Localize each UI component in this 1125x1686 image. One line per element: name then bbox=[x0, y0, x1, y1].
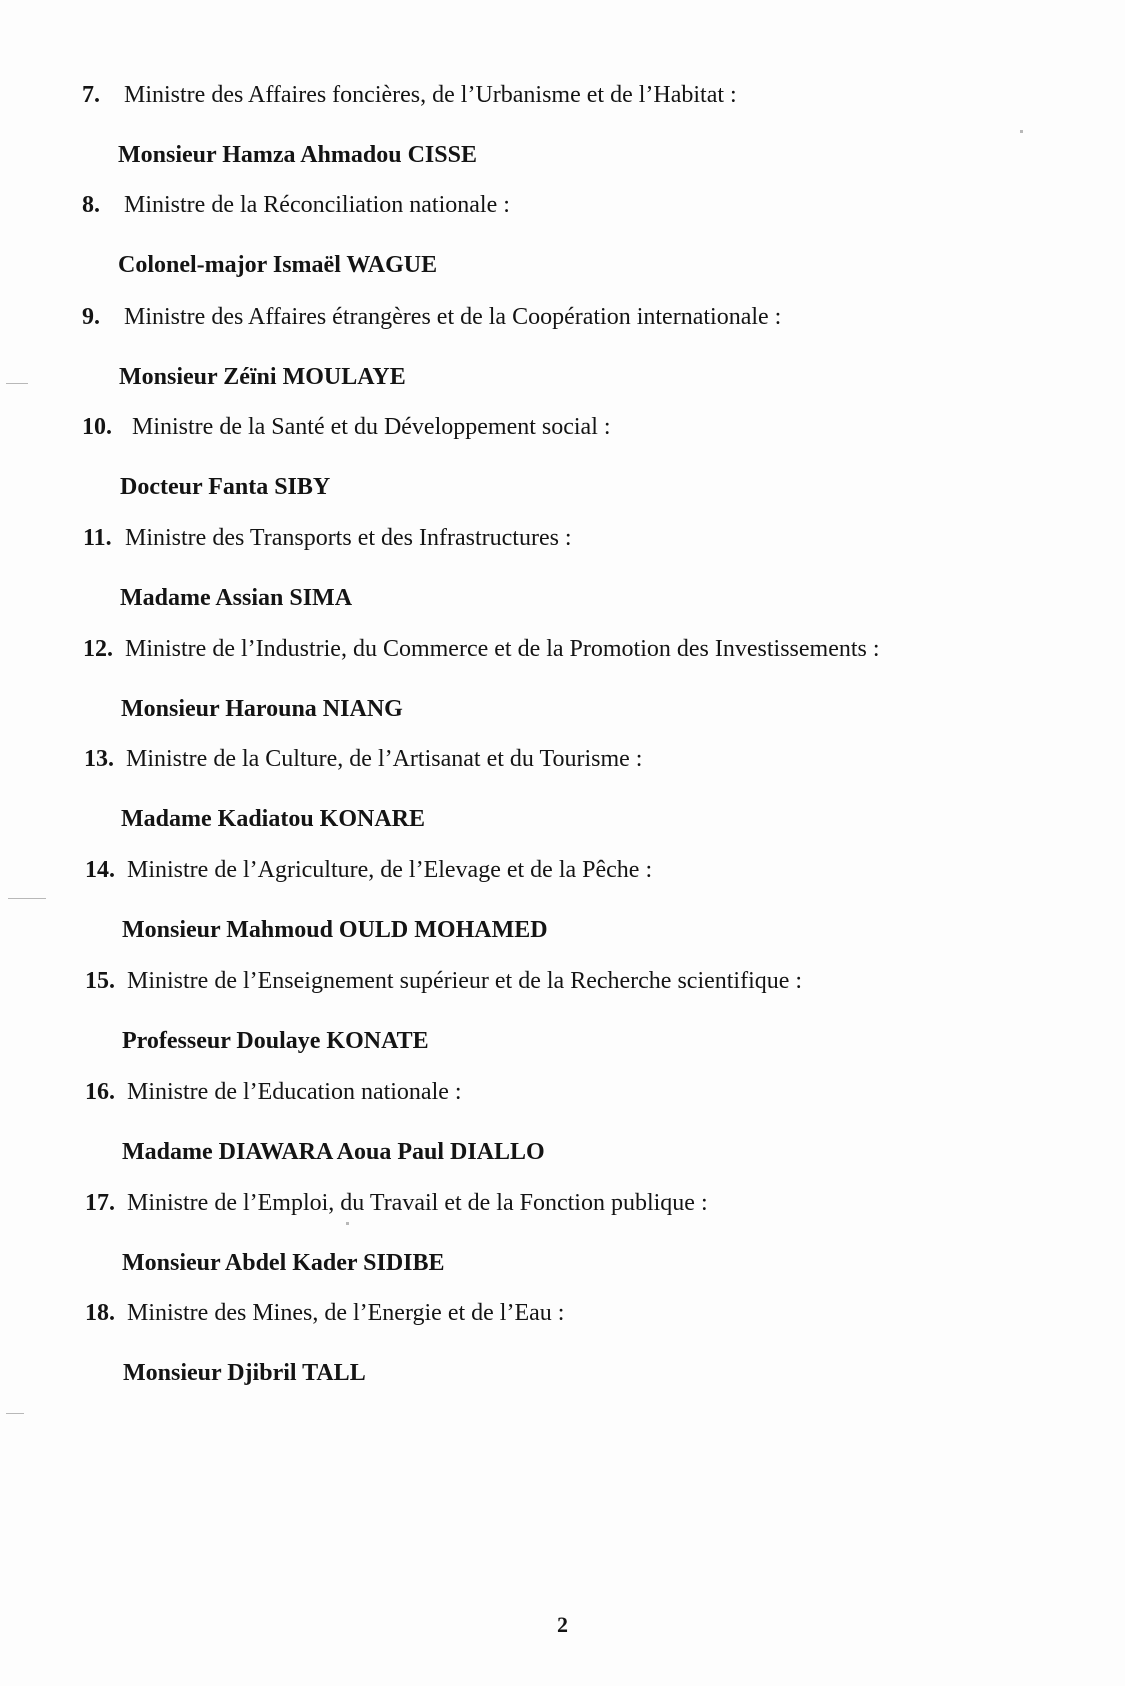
list-item bbox=[0, 634, 1060, 754]
list-item bbox=[0, 1298, 1060, 1418]
entry-number: 8. bbox=[82, 192, 100, 218]
minister-title-line bbox=[84, 744, 642, 774]
minister-holder: Monsieur Harouna NIANG bbox=[121, 696, 403, 722]
minister-holder: Madame Assian SIMA bbox=[120, 585, 353, 611]
scan-speck bbox=[1020, 130, 1023, 133]
minister-holder: Monsieur Hamza Ahmadou CISSE bbox=[118, 142, 477, 168]
minister-holder: Docteur Fanta SIBY bbox=[120, 474, 331, 500]
list-item bbox=[0, 966, 1060, 1086]
minister-title-line bbox=[82, 190, 510, 220]
entry-number: 9. bbox=[82, 304, 100, 330]
list-item bbox=[0, 80, 1060, 200]
minister-title-line bbox=[85, 1077, 462, 1107]
entry-number: 18. bbox=[85, 1300, 115, 1326]
minister-title-line bbox=[83, 523, 572, 553]
minister-title-line bbox=[85, 1298, 564, 1328]
minister-title: Ministre de la Culture, de l’Artisanat et du Tourisme : bbox=[126, 746, 643, 772]
page-number: 2 bbox=[557, 1612, 568, 1637]
minister-title-line bbox=[82, 412, 611, 442]
minister-title-line bbox=[83, 634, 880, 664]
minister-title: Ministre des Affaires foncières, de l’Urbanisme et de l’Habitat : bbox=[124, 82, 737, 108]
minister-title-line bbox=[85, 855, 652, 885]
minister-title: Ministre de l’Enseignement supérieur et de la Recherche scientifique : bbox=[127, 968, 803, 994]
minister-title-line bbox=[82, 302, 781, 332]
list-item bbox=[0, 190, 1060, 310]
minister-title: Ministre de l’Industrie, du Commerce et de la Promotion des Investissements : bbox=[125, 636, 880, 662]
list-item bbox=[0, 1077, 1060, 1197]
scan-speck bbox=[6, 1413, 24, 1414]
list-item bbox=[0, 855, 1060, 975]
entry-number: 7. bbox=[82, 82, 100, 108]
minister-title: Ministre de la Réconciliation nationale : bbox=[124, 192, 510, 218]
minister-title-line bbox=[82, 80, 737, 110]
scan-speck bbox=[346, 1222, 349, 1225]
minister-title: Ministre de la Santé et du Développement social : bbox=[132, 414, 611, 440]
minister-title: Ministre de l’Emploi, du Travail et de la Fonction publique : bbox=[127, 1190, 708, 1216]
list-item bbox=[0, 523, 1060, 643]
minister-title-line bbox=[85, 1188, 708, 1218]
entry-number: 16. bbox=[85, 1079, 115, 1105]
entry-number: 12. bbox=[83, 636, 113, 662]
minister-holder: Monsieur Mahmoud OULD MOHAMED bbox=[122, 917, 548, 943]
list-item bbox=[0, 412, 1060, 532]
minister-title: Ministre des Mines, de l’Energie et de l’Eau : bbox=[127, 1300, 565, 1326]
entry-number: 15. bbox=[85, 968, 115, 994]
list-item bbox=[0, 302, 1060, 422]
entry-number: 13. bbox=[84, 746, 114, 772]
minister-holder: Professeur Doulaye KONATE bbox=[122, 1028, 429, 1054]
entry-number: 14. bbox=[85, 857, 115, 883]
entry-number: 17. bbox=[85, 1190, 115, 1216]
minister-holder: Monsieur Zéïni MOULAYE bbox=[119, 364, 406, 390]
minister-holder: Madame Kadiatou KONARE bbox=[121, 806, 426, 832]
minister-holder: Monsieur Abdel Kader SIDIBE bbox=[122, 1250, 445, 1276]
scan-speck bbox=[8, 898, 46, 899]
scan-speck bbox=[6, 383, 28, 384]
minister-title: Ministre des Transports et des Infrastructures : bbox=[125, 525, 572, 551]
minister-title: Ministre de l’Agriculture, de l’Elevage et de la Pêche : bbox=[127, 857, 653, 883]
minister-holder: Monsieur Djibril TALL bbox=[123, 1360, 366, 1386]
minister-holder: Madame DIAWARA Aoua Paul DIALLO bbox=[122, 1139, 545, 1165]
entry-number: 11. bbox=[83, 525, 112, 551]
entry-number: 10. bbox=[82, 414, 112, 440]
minister-holder: Colonel-major Ismaël WAGUE bbox=[118, 252, 438, 278]
minister-title: Ministre des Affaires étrangères et de la Coopération internationale : bbox=[124, 304, 782, 330]
list-item bbox=[0, 1188, 1060, 1308]
minister-title-line bbox=[85, 966, 802, 996]
minister-title: Ministre de l’Education nationale : bbox=[127, 1079, 462, 1105]
list-item bbox=[0, 744, 1060, 864]
